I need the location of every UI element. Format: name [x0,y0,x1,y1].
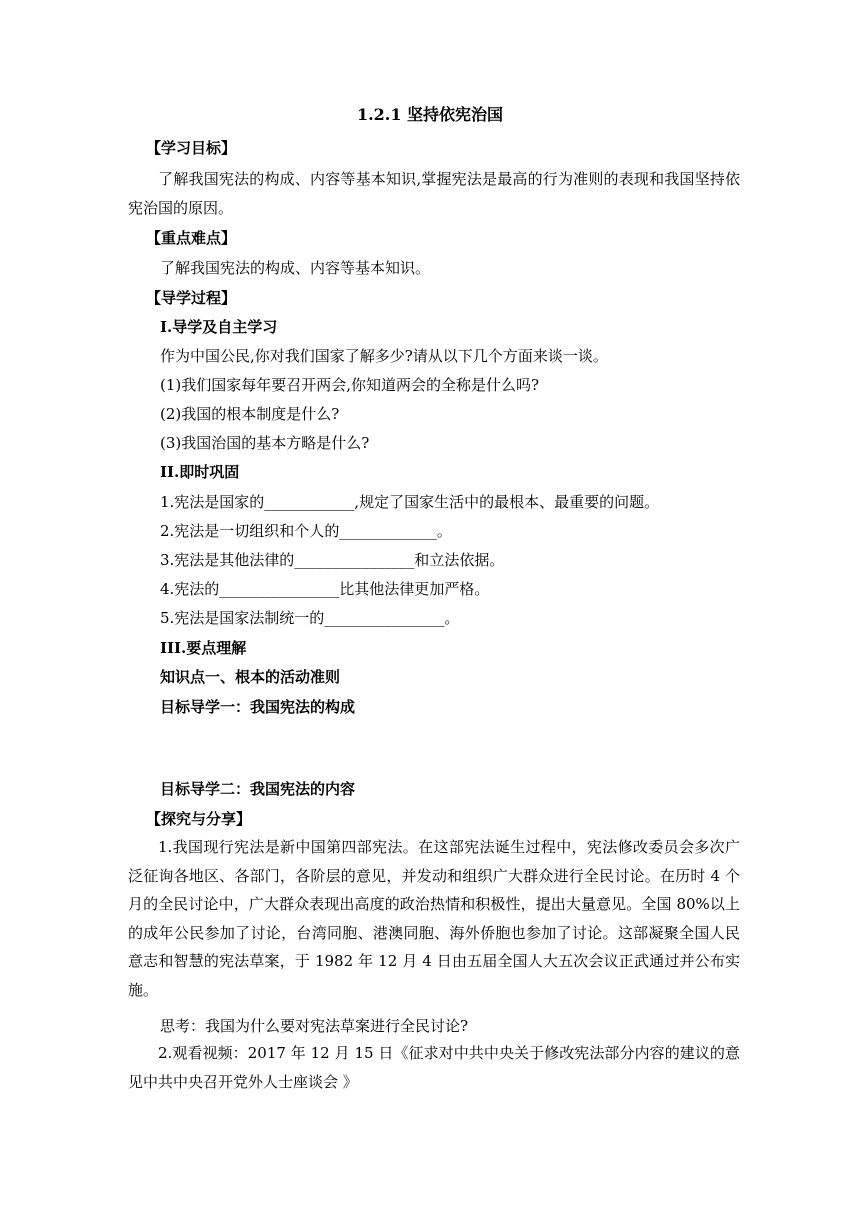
goals-text-content: 了解我国宪法的构成、内容等基本知识,掌握宪法是最高的行为准则的表现和我国坚持依宪治国的原因。 [128,170,740,217]
explore-paragraph-1-content: 1.我国现行宪法是新中国第四部宪法。在这部宪法诞生过程中，宪法修改委员会多次广泛征询各地区、各部门，各阶层的意见，并发动和组织广大群众进行全民讨论。在历时 4 个月的全民讨论中，广大群众表现出高度的政治热情和积极性，提出大量意见。全国 80%以上的成年公民参加了讨论，台湾同胞、港澳同胞、海外侨胞也参加了讨论。这部凝聚全国人民意志和智慧的宪法草案，于 1982 年 12 月 4 日由五届全国人大五次会议正武通过并公布实施。 [128,838,740,999]
process-heading: 【导学过程】 [146,289,237,307]
explore-paragraph-2 [128,1039,740,1096]
part1-question: (2)我国的根本制度是什么? [160,405,340,423]
target-1: 目标导学一：我国宪法的构成 [160,698,356,716]
part1-intro: 作为中国公民,你对我们国家了解多少?请从以下几个方面来谈一谈。 [160,347,608,365]
goals-heading: 【学习目标】 [146,139,237,157]
part2-item: 4.宪法的________________比其他法律更加严格。 [160,580,490,598]
part1-question: (1)我们国家每年要召开两会,你知道两会的全称是什么吗? [160,376,540,394]
goals-text [128,165,740,222]
knowledge-point-1: 知识点一、根本的活动准则 [160,668,341,686]
part1-heading: I.导学及自主学习 [160,318,278,336]
keypoints-text: 了解我国宪法的构成、内容等基本知识。 [160,259,431,277]
explore-paragraph-1 [128,833,740,1004]
part2-item: 2.宪法是一切组织和个人的_____________。 [160,522,452,540]
target-2: 目标导学二：我国宪法的内容 [160,780,356,798]
keypoints-heading: 【重点难点】 [146,229,237,247]
part2-item: 1.宪法是国家的____________,规定了国家生活中的最根本、最重要的问题。 [160,493,660,511]
part1-question: (3)我国治国的基本方略是什么? [160,434,370,452]
part2-item: 3.宪法是其他法律的________________和立法依据。 [160,551,505,569]
document-title: 1.2.1 坚持依宪治国 [356,105,504,124]
explore-heading: 【探究与分享】 [146,810,252,828]
part2-item: 5.宪法是国家法制统一的________________。 [160,609,460,627]
think-question: 思考：我国为什么要对宪法草案进行全民讨论? [160,1017,469,1035]
part3-heading: III.要点理解 [160,639,247,657]
explore-paragraph-2-content: 2.观看视频：2017 年 12 月 15 日《征求对中共中央关于修改宪法部分内容的建议的意见中共中央召开党外人士座谈会 》 [128,1044,740,1091]
part2-heading: II.即时巩固 [160,463,240,481]
